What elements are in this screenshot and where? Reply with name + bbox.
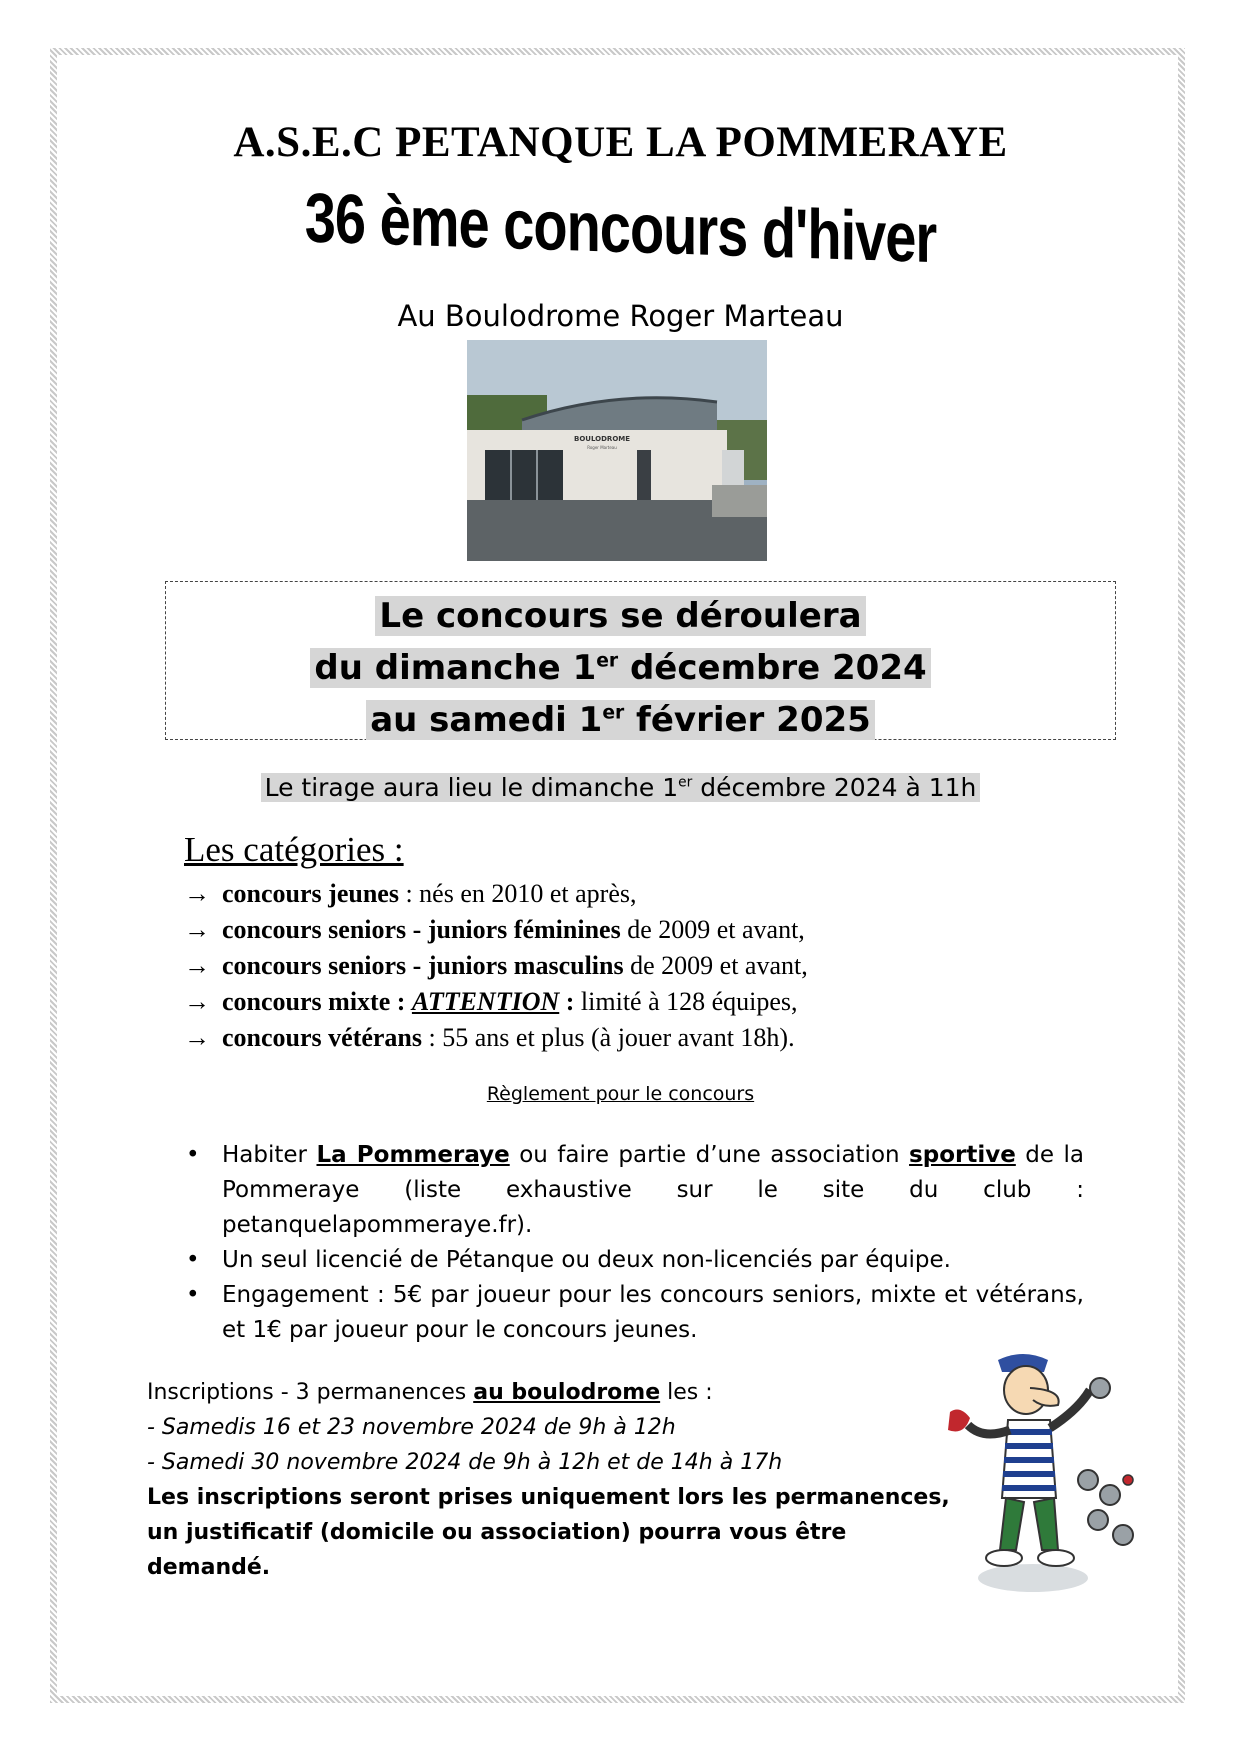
bullet-icon: • [186, 1142, 200, 1168]
categories-heading: Les catégories : [184, 830, 404, 869]
category-item: → concours mixte : ATTENTION : limité à 128 équipes, [184, 984, 808, 1020]
boulodrome-photo [467, 340, 767, 561]
event-title: 36 ème concours d'hiver [304, 177, 937, 278]
category-item: → concours vétérans : 55 ans et plus (à jouer avant 18h). [184, 1020, 808, 1056]
photo-sign: BOULODROME [573, 435, 631, 443]
categories-list [184, 876, 808, 1056]
arrow-icon: → [184, 879, 210, 908]
draw-line: Le tirage aura lieu le dimanche 1er décembre 2024 à 11h [0, 773, 1241, 802]
category-item: → concours seniors - juniors masculins de 2009 et avant, [184, 948, 808, 984]
venue-line: Au Boulodrome Roger Marteau [397, 299, 844, 333]
rule-item: • Un seul licencié de Pétanque ou deux non-licenciés par équipe. [184, 1243, 1084, 1278]
dates-block [0, 590, 1241, 746]
inscriptions-note-2: un justificatif (domicile ou association) pourra vous être demandé. [147, 1520, 847, 1580]
arrow-icon: → [184, 951, 210, 980]
arrow-icon: → [184, 915, 210, 944]
dates-line-2: du dimanche 1er décembre 2024 [310, 648, 930, 688]
inscriptions-slot-2: - Samedi 30 novembre 2024 de 9h à 12h et de 14h à 17h [147, 1450, 783, 1475]
rules-title: Règlement pour le concours [486, 1083, 755, 1105]
inscriptions-block [147, 1375, 967, 1585]
petanque-player-illustration [938, 1350, 1148, 1600]
category-item: → concours jeunes : nés en 2010 et après, [184, 876, 808, 912]
rules-list [184, 1138, 1084, 1348]
photo-sign-sub: Roger Marteau [587, 445, 617, 450]
rule-item: • Engagement : 5€ par joueur pour les concours seniors, mixte et vétérans, et 1€ par joueur pour le concours jeunes. [184, 1278, 1084, 1348]
inscriptions-note-1: Les inscriptions seront prises uniquement lors les permanences, [147, 1485, 950, 1510]
inscriptions-intro: Inscriptions - 3 permanences au boulodrome les : [147, 1380, 713, 1405]
inscriptions-slot-1: - Samedis 16 et 23 novembre 2024 de 9h à 12h [147, 1415, 676, 1440]
rule-item: • Habiter La Pommeraye ou faire partie d’une association sportive de la Pommeraye (liste exhaustive sur le site du club : petanquelapommeraye.fr). [184, 1138, 1084, 1243]
club-title: A.S.E.C PETANQUE LA POMMERAYE [233, 119, 1008, 166]
arrow-icon: → [184, 987, 210, 1016]
arrow-icon: → [184, 1023, 210, 1052]
dates-line-3: au samedi 1er février 2025 [366, 700, 875, 740]
bullet-icon: • [186, 1282, 200, 1308]
bullet-icon: • [186, 1247, 200, 1273]
category-item: → concours seniors - juniors féminines de 2009 et avant, [184, 912, 808, 948]
dates-line-1: Le concours se déroulera [375, 596, 865, 636]
